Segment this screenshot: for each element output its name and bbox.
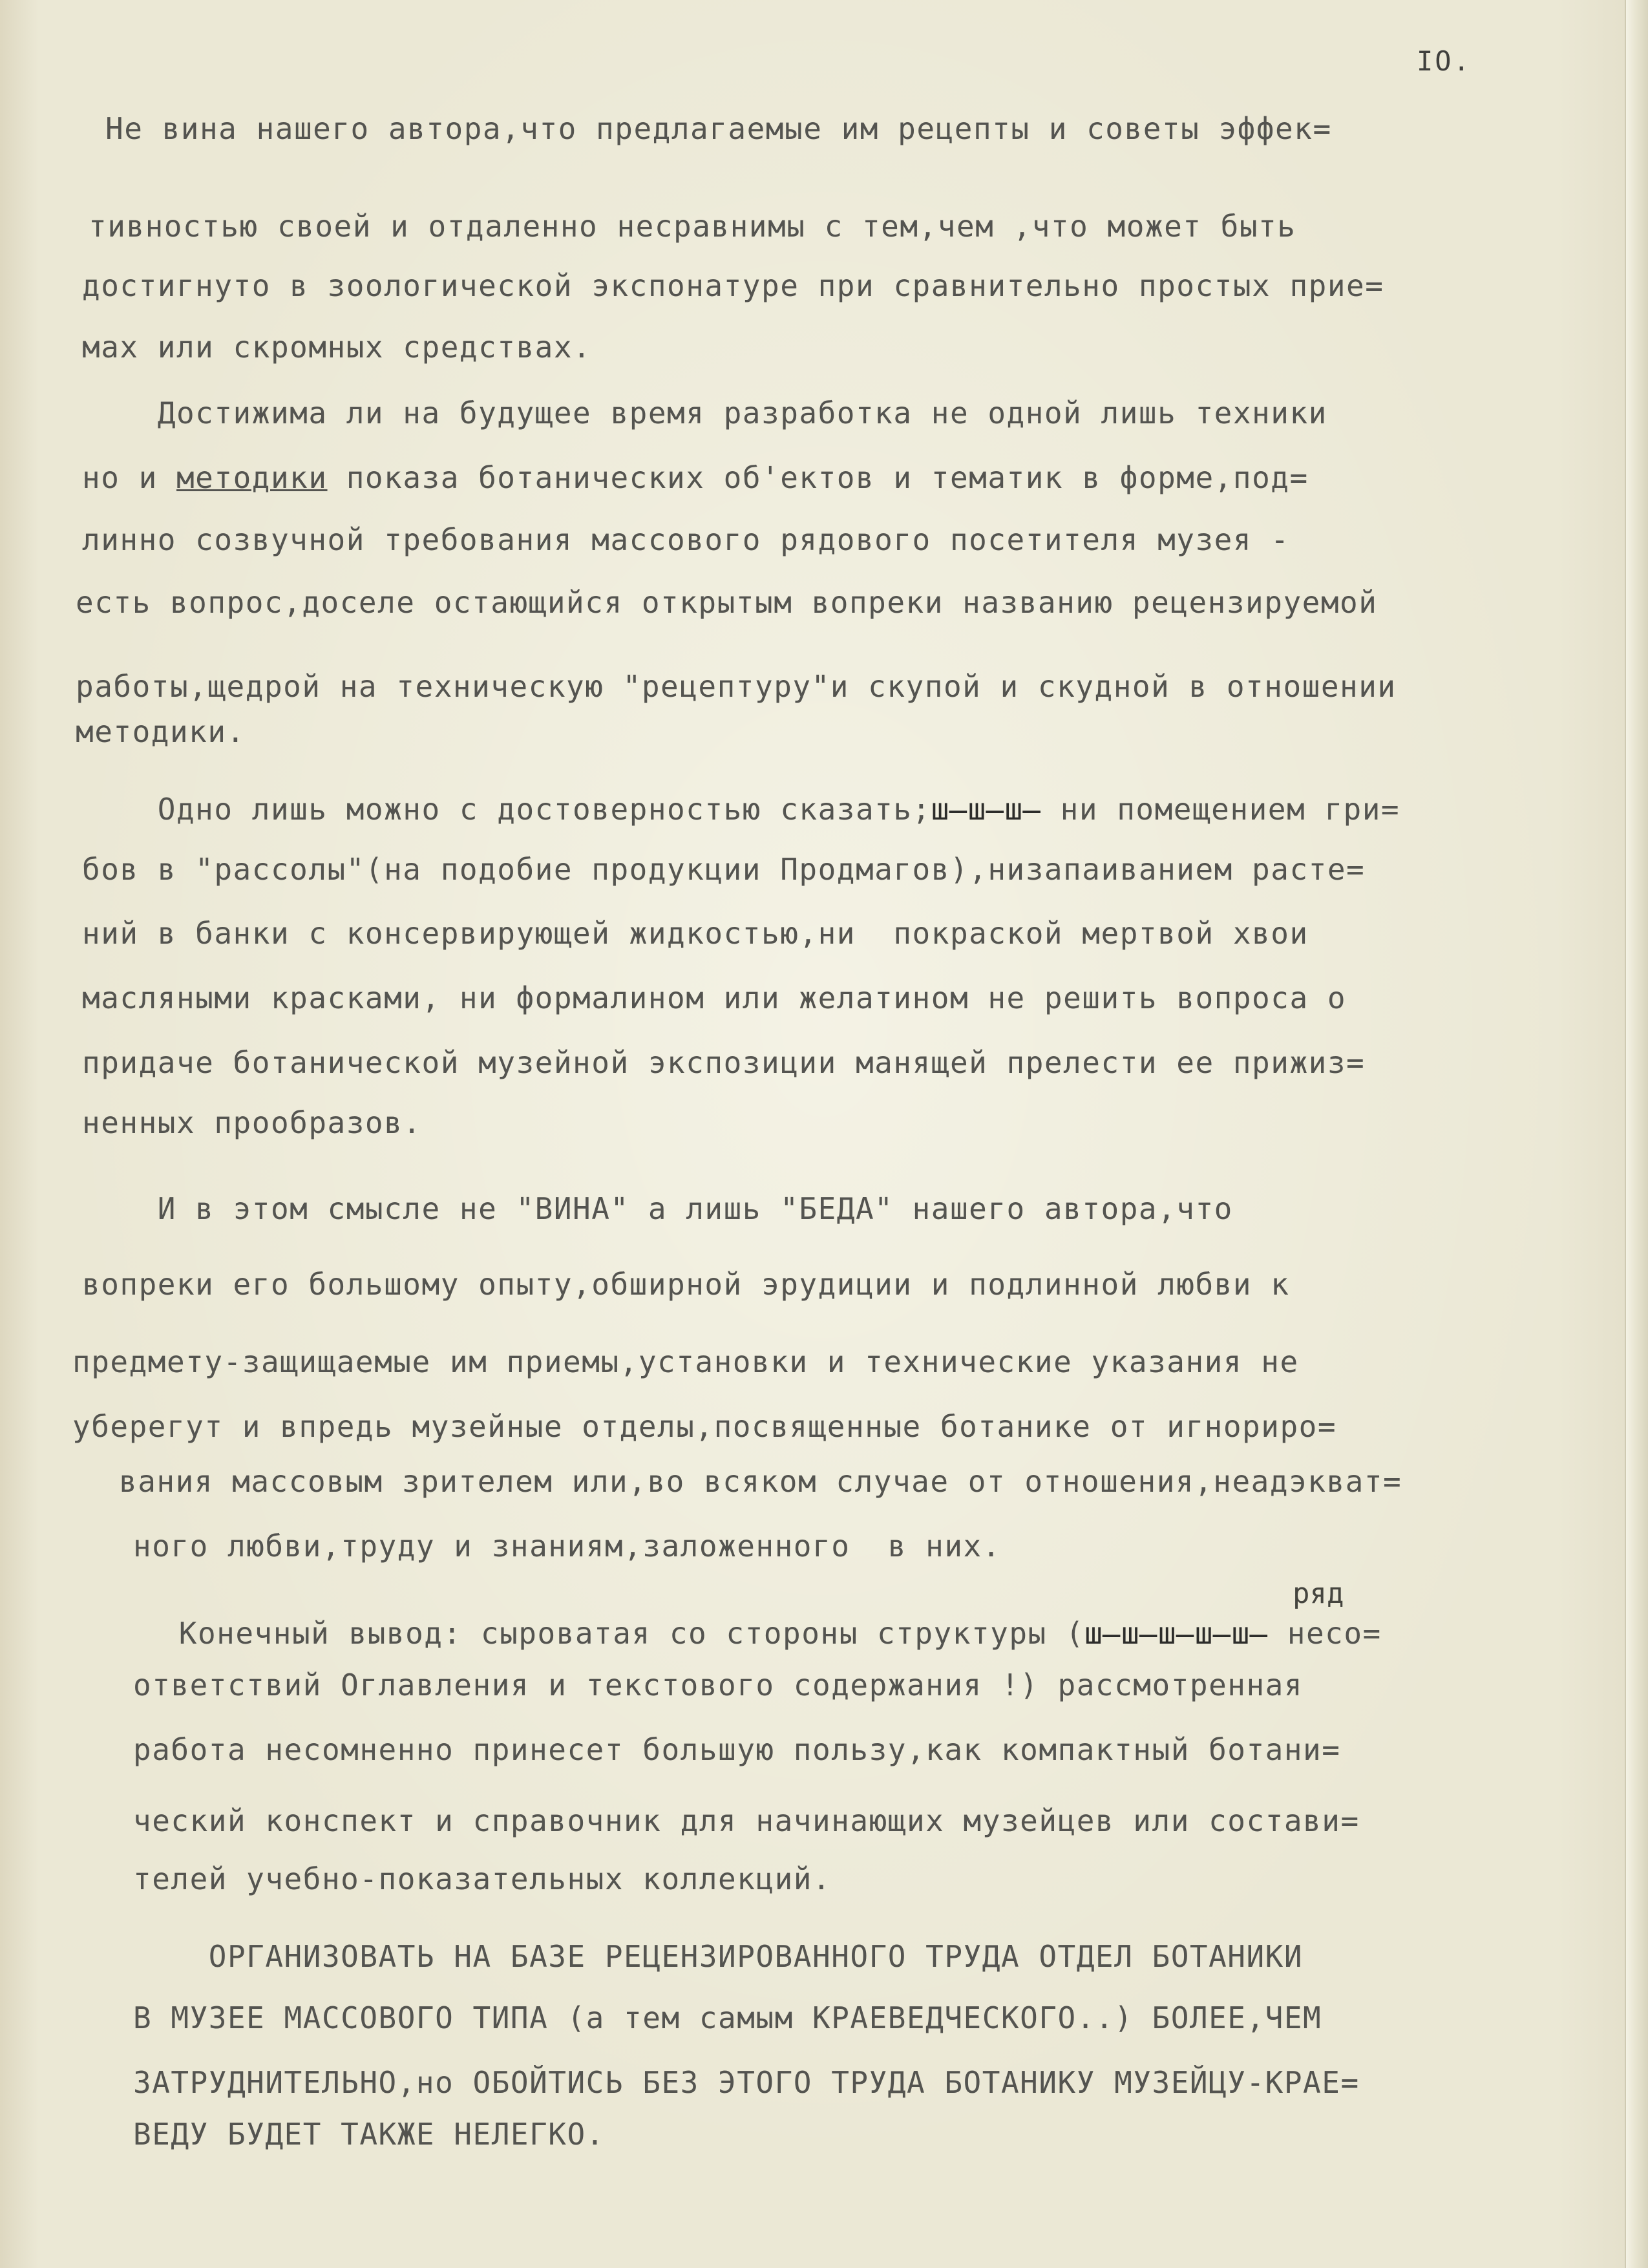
page-number: IO. (1417, 45, 1472, 77)
text-line: достигнуто в зоологической экспонатуре при сравнительно простых прие= (82, 268, 1384, 303)
text-line: ответствий Оглавления и текстового содержания !) рассмотренная (133, 1668, 1304, 1702)
text-segment: ни помещением гри= (1060, 792, 1400, 827)
text-line: мах или скромных средствах. (82, 330, 592, 365)
text-line: методики. (76, 714, 246, 749)
text-line: ного любви,труду и знаниям,заложенного в них. (133, 1529, 1001, 1563)
text-line: предмету-защищаемые им приемы,установки и технические указания не (72, 1344, 1299, 1379)
text-line: работа несомненно принесет большую пользу,как компактный ботани= (133, 1732, 1341, 1767)
text-line (82, 460, 1309, 495)
text-line: ЗАТРУДНИТЕЛЬНО,но ОБОЙТИСЬ БЕЗ ЭТОГО ТРУДА БОТАНИКУ МУЗЕЙЦУ-КРАЕ= (133, 2065, 1360, 2100)
text-line (82, 792, 1400, 827)
text-line: ОРГАНИЗОВАТЬ НА БАЗЕ РЕЦЕНЗИРОВАННОГО ТРУДА ОТДЕЛ БОТАНИКИ (133, 1939, 1304, 1974)
handwritten-insertion: ряд (1293, 1577, 1344, 1610)
underlined-word: методики (176, 460, 328, 495)
text-line: есть вопрос,доселе остающийся открытым вопреки названию рецензируемой (76, 585, 1378, 620)
text-line: уберегут и впредь музейные отделы,посвященные ботанике от игнориро= (72, 1409, 1337, 1444)
text-line: придаче ботанической музейной экспозиции манящей прелести ее прижиз= (82, 1045, 1366, 1080)
text-line: И в этом смысле не "ВИНА" а лишь "БЕДА" нашего автора,что (82, 1191, 1233, 1226)
text-line: тивностью своей и отдаленно несравнимы с тем,чем ,что может быть (89, 209, 1296, 244)
text-segment: несо= (1268, 1616, 1382, 1651)
text-line: ненных прообразов. (82, 1105, 422, 1140)
text-line: вания массовым зрителем или,во всяком случае от отношения,неадэкват= (119, 1464, 1402, 1499)
text-line: ний в банки с консервирующей жидкостью,ни покраской мертвой хвои (82, 916, 1309, 951)
text-line: работы,щедрой на техническую "рецептуру"и скупой и скудной в отношении (76, 669, 1397, 704)
text-line (103, 1616, 1382, 1651)
text-line: масляными красками, ни формалином или желатином не решить вопроса о (82, 980, 1347, 1015)
text-line: В МУЗЕЕ МАССОВОГО ТИПА (а тем самым КРАЕВЕДЧЕСКОГО..) БОЛЕЕ,ЧЕМ (133, 2000, 1322, 2035)
text-line: линно созвучной требования массового рядового посетителя музея - (82, 522, 1290, 557)
text-line: бов в "рассолы"(на подобие продукции Продмагов),низапаиванием расте= (82, 852, 1366, 887)
text-line: Не вина нашего автора,что предлагаемые им рецепты и советы эффек= (105, 111, 1332, 146)
text-line: Достижима ли на будущее время разработка не одной лишь техники (82, 396, 1327, 430)
text-line: ВЕДУ БУДЕТ ТАКЖЕ НЕЛЕГКО. (133, 2117, 605, 2152)
text-line: вопреки его большому опыту,обширной эрудиции и подлинной любви к (82, 1267, 1290, 1302)
text-segment: показа ботанических об'ектов и тематик в форме,под= (327, 460, 1309, 495)
text-segment: Одно лишь можно с достоверностью сказать; (82, 792, 931, 827)
struck-mark: ш̶ш̶ш̶ш̶ш̶ (1084, 1616, 1269, 1651)
text-line: ческий конспект и справочник для начинающих музейцев или состави= (133, 1803, 1360, 1838)
paper-edge (1625, 0, 1648, 2268)
text-segment: Конечный вывод: сыроватая со стороны структуры ( (103, 1616, 1085, 1651)
text-line: телей учебно-показательных коллекций. (133, 1861, 832, 1896)
text-segment: но и (82, 460, 176, 495)
struck-mark: ш̶ш̶ш̶ (931, 792, 1042, 827)
